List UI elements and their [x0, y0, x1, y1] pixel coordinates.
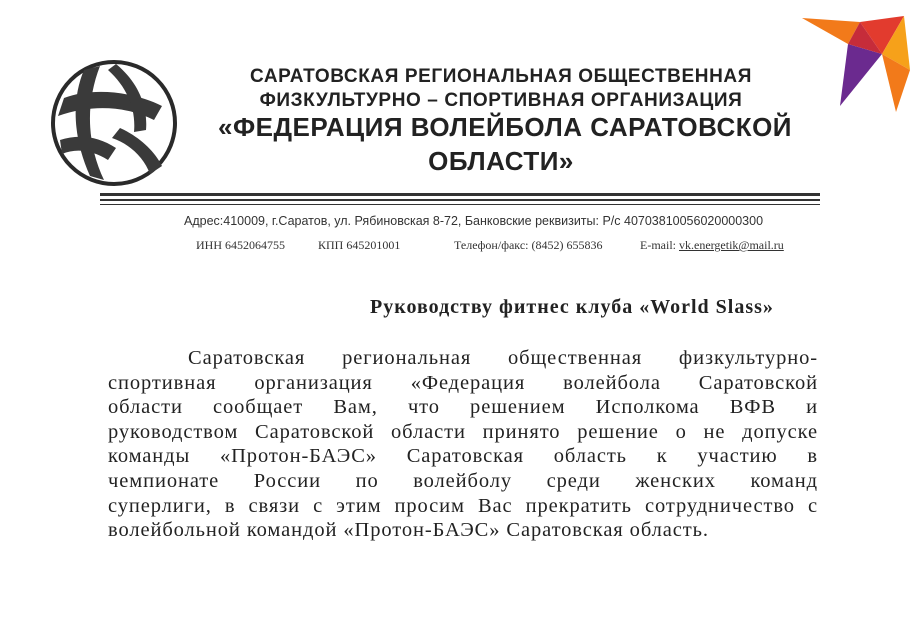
email-link[interactable]: vk.energetik@mail.ru: [679, 238, 784, 252]
org-name-line-1: САРАТОВСКАЯ РЕГИОНАЛЬНАЯ ОБЩЕСТВЕННАЯ: [250, 66, 752, 87]
header-divider-thin: [100, 204, 820, 205]
letter-line: суперлиги, в связи с этим просим Вас прекратить сотрудничество с: [108, 494, 818, 517]
phone-fax: Телефон/факс: (8452) 655836: [454, 238, 603, 252]
address-line: Адрес:410009, г.Саратов, ул. Рябиновская 8-72, Банковские реквизиты: Р/с 40703810056020000300: [184, 214, 764, 228]
email-label: E-mail:: [640, 238, 676, 252]
letter-recipient: Руководству фитнес клуба «World Slass»: [370, 296, 774, 318]
email-block: [640, 238, 784, 253]
letter-line: Саратовская региональная общественная физкультурно-: [188, 347, 818, 369]
kpp-number: КПП 645201001: [318, 238, 401, 252]
letter-line: руководством Саратовской области принято решение о не допуске: [108, 420, 818, 443]
org-name-line-4: ОБЛАСТИ»: [428, 146, 574, 176]
letter-line: волейбольной командой «Протон-БАЭС» Саратовская область.: [108, 519, 709, 542]
letter-line: области сообщает Вам, что решением Исполкома ВФВ и: [108, 396, 818, 419]
volleyball-icon: [50, 58, 178, 188]
letter-line: чемпионате России по волейболу среди женских команд: [108, 469, 818, 492]
org-name-line-2: ФИЗКУЛЬТУРНО – СПОРТИВНАЯ ОРГАНИЗАЦИЯ: [259, 90, 743, 111]
inn-number: ИНН 6452064755: [196, 238, 285, 252]
bird-logo-icon: [800, 14, 912, 112]
header-divider-thick: [100, 193, 820, 196]
letter-body: [108, 346, 818, 543]
org-name-line-3: «ФЕДЕРАЦИЯ ВОЛЕЙБОЛА САРАТОВСКОЙ: [217, 112, 792, 142]
letter-line: спортивная организация «Федерация волейбола Саратовской: [108, 371, 818, 394]
header-divider-medium: [100, 199, 820, 201]
letter-line: команды «Протон-БАЭС» Саратовская область к участию в: [108, 445, 818, 468]
